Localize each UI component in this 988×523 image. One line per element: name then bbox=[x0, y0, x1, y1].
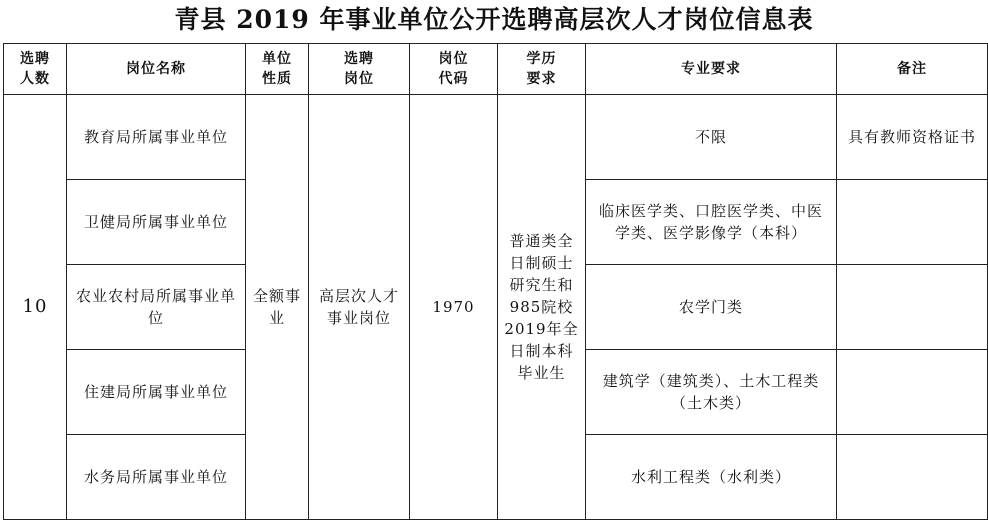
positions-table bbox=[3, 43, 988, 520]
header-education: 学历 要求 bbox=[498, 44, 586, 95]
header-unit-type: 单位 性质 bbox=[246, 44, 309, 95]
major-cell: 建筑学（建筑类）、土木工程类（土木类） bbox=[586, 350, 837, 435]
header-recruit-position: 选聘 岗位 bbox=[309, 44, 410, 95]
header-count: 选聘 人数 bbox=[4, 44, 67, 95]
major-cell: 不限 bbox=[586, 95, 837, 180]
position-name-cell: 水务局所属事业单位 bbox=[67, 435, 246, 520]
table-row bbox=[4, 95, 988, 180]
position-name-cell: 卫健局所属事业单位 bbox=[67, 180, 246, 265]
header-notes: 备注 bbox=[837, 44, 988, 95]
recruit-position-cell: 高层次人才事业岗位 bbox=[309, 95, 410, 520]
recruit-count: 10 bbox=[4, 95, 67, 520]
header-position-name: 岗位名称 bbox=[67, 44, 246, 95]
note-cell bbox=[837, 265, 988, 350]
position-code-cell: 1970 bbox=[410, 95, 498, 520]
major-cell: 临床医学类、口腔医学类、中医学类、医学影像学（本科） bbox=[586, 180, 837, 265]
education-cell: 普通类全日制硕士研究生和985院校2019年全日制本科毕业生 bbox=[498, 95, 586, 520]
header-position-code: 岗位 代码 bbox=[410, 44, 498, 95]
major-cell: 水利工程类（水利类） bbox=[586, 435, 837, 520]
note-cell bbox=[837, 350, 988, 435]
note-cell: 具有教师资格证书 bbox=[837, 95, 988, 180]
position-name-cell: 住建局所属事业单位 bbox=[67, 350, 246, 435]
header-major: 专业要求 bbox=[586, 44, 837, 95]
header-row bbox=[4, 44, 988, 95]
major-cell: 农学门类 bbox=[586, 265, 837, 350]
note-cell bbox=[837, 180, 988, 265]
page-title: 青县 2019 年事业单位公开选聘高层次人才岗位信息表 bbox=[174, 5, 814, 34]
note-cell bbox=[837, 435, 988, 520]
position-name-cell: 农业农村局所属事业单位 bbox=[67, 265, 246, 350]
unit-type-cell: 全额事业 bbox=[246, 95, 309, 520]
position-name-cell: 教育局所属事业单位 bbox=[67, 95, 246, 180]
